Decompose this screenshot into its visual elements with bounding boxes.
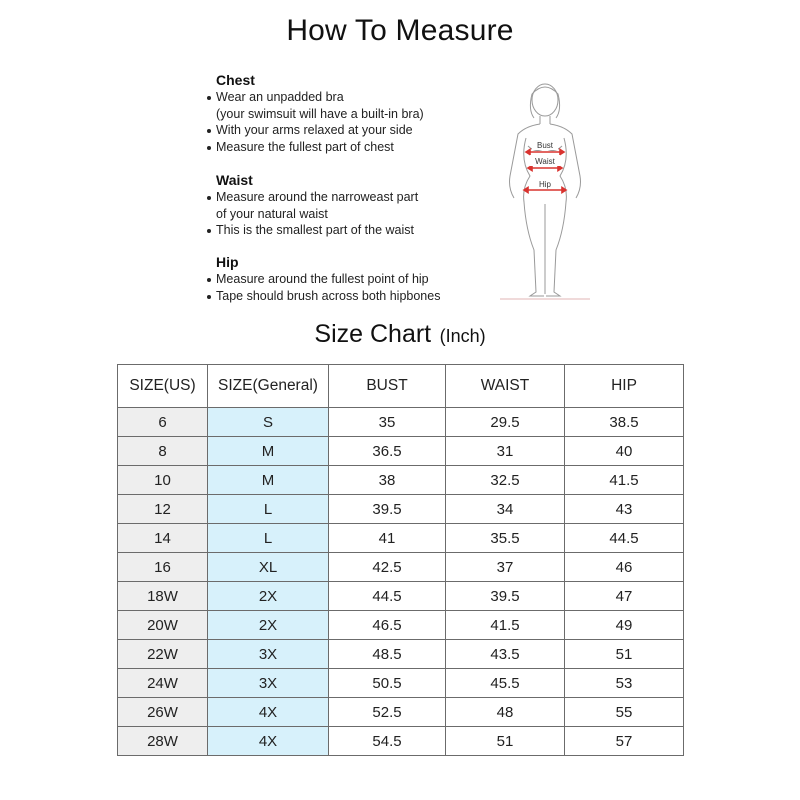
table-cell: 2X bbox=[208, 611, 329, 640]
hip-heading: Hip bbox=[216, 254, 239, 270]
table-cell: 44.5 bbox=[565, 524, 684, 553]
table-cell: 41.5 bbox=[565, 466, 684, 495]
column-header: WAIST bbox=[446, 365, 565, 408]
table-cell: 31 bbox=[446, 437, 565, 466]
size-chart-heading bbox=[0, 320, 800, 349]
table-cell: 35 bbox=[329, 408, 446, 437]
table-cell: 34 bbox=[446, 495, 565, 524]
table-cell: 8 bbox=[118, 437, 208, 466]
table-cell: 3X bbox=[208, 640, 329, 669]
table-cell: 43 bbox=[565, 495, 684, 524]
chest-line: With your arms relaxed at your side bbox=[216, 122, 496, 139]
table-cell: 14 bbox=[118, 524, 208, 553]
table-cell: 26W bbox=[118, 698, 208, 727]
column-header: SIZE(General) bbox=[208, 365, 329, 408]
table-header-row bbox=[118, 365, 684, 408]
table-cell: 18W bbox=[118, 582, 208, 611]
table-cell: 48 bbox=[446, 698, 565, 727]
table-row bbox=[118, 727, 684, 756]
table-cell: 51 bbox=[565, 640, 684, 669]
table-cell: 49 bbox=[565, 611, 684, 640]
table-cell: 24W bbox=[118, 669, 208, 698]
size-chart-body bbox=[118, 408, 684, 756]
waist-section bbox=[216, 172, 496, 239]
waist-heading: Waist bbox=[216, 172, 253, 188]
table-row bbox=[118, 408, 684, 437]
page-title: How To Measure bbox=[286, 14, 514, 47]
table-cell: 37 bbox=[446, 553, 565, 582]
table-cell: 29.5 bbox=[446, 408, 565, 437]
table-cell: 20W bbox=[118, 611, 208, 640]
size-chart-unit: (Inch) bbox=[439, 326, 486, 346]
table-cell: 2X bbox=[208, 582, 329, 611]
column-header: HIP bbox=[565, 365, 684, 408]
chest-section bbox=[216, 72, 496, 155]
chest-line: Wear an unpadded bra bbox=[216, 89, 496, 106]
table-row bbox=[118, 437, 684, 466]
table-cell: 44.5 bbox=[329, 582, 446, 611]
table-cell: 52.5 bbox=[329, 698, 446, 727]
table-cell: 43.5 bbox=[446, 640, 565, 669]
table-row bbox=[118, 640, 684, 669]
table-cell: 22W bbox=[118, 640, 208, 669]
hip-line: Measure around the fullest point of hip bbox=[216, 271, 496, 288]
table-row bbox=[118, 553, 684, 582]
table-row bbox=[118, 669, 684, 698]
table-cell: 50.5 bbox=[329, 669, 446, 698]
table-cell: 42.5 bbox=[329, 553, 446, 582]
table-cell: 28W bbox=[118, 727, 208, 756]
table-cell: 4X bbox=[208, 727, 329, 756]
waist-line: Measure around the narroweast part bbox=[216, 189, 496, 206]
table-row bbox=[118, 611, 684, 640]
table-cell: 4X bbox=[208, 698, 329, 727]
column-header: SIZE(US) bbox=[118, 365, 208, 408]
body-figure-illustration bbox=[490, 80, 600, 302]
table-row bbox=[118, 698, 684, 727]
size-chart-title: Size Chart bbox=[314, 320, 432, 348]
table-cell: 10 bbox=[118, 466, 208, 495]
table-cell: 16 bbox=[118, 553, 208, 582]
table-cell: 47 bbox=[565, 582, 684, 611]
table-cell: 6 bbox=[118, 408, 208, 437]
table-cell: 39.5 bbox=[329, 495, 446, 524]
waist-line: of your natural waist bbox=[216, 206, 328, 221]
table-cell: 36.5 bbox=[329, 437, 446, 466]
table-cell: 45.5 bbox=[446, 669, 565, 698]
table-cell: 48.5 bbox=[329, 640, 446, 669]
table-cell: 54.5 bbox=[329, 727, 446, 756]
table-cell: 39.5 bbox=[446, 582, 565, 611]
table-cell: 41.5 bbox=[446, 611, 565, 640]
table-cell: L bbox=[208, 524, 329, 553]
waist-label: Waist bbox=[535, 157, 555, 166]
table-row bbox=[118, 495, 684, 524]
bust-label: Bust bbox=[536, 141, 554, 150]
table-row bbox=[118, 524, 684, 553]
waist-line: This is the smallest part of the waist bbox=[216, 222, 496, 239]
column-header: BUST bbox=[329, 365, 446, 408]
table-cell: 55 bbox=[565, 698, 684, 727]
table-cell: 38 bbox=[329, 466, 446, 495]
table-cell: L bbox=[208, 495, 329, 524]
table-cell: 53 bbox=[565, 669, 684, 698]
table-cell: 41 bbox=[329, 524, 446, 553]
table-cell: 12 bbox=[118, 495, 208, 524]
hip-line: Tape should brush across both hipbones bbox=[216, 288, 496, 305]
table-row bbox=[118, 582, 684, 611]
table-cell: 51 bbox=[446, 727, 565, 756]
chest-line: Measure the fullest part of chest bbox=[216, 139, 496, 156]
table-cell: 35.5 bbox=[446, 524, 565, 553]
table-cell: 46.5 bbox=[329, 611, 446, 640]
table-row bbox=[118, 466, 684, 495]
table-cell: 40 bbox=[565, 437, 684, 466]
table-cell: 46 bbox=[565, 553, 684, 582]
table-cell: XL bbox=[208, 553, 329, 582]
size-chart-table bbox=[117, 364, 684, 756]
table-cell: M bbox=[208, 466, 329, 495]
table-cell: S bbox=[208, 408, 329, 437]
table-cell: 38.5 bbox=[565, 408, 684, 437]
hip-label: Hip bbox=[538, 180, 552, 189]
chest-line: (your swimsuit will have a built-in bra) bbox=[216, 106, 424, 121]
table-cell: 57 bbox=[565, 727, 684, 756]
table-cell: 3X bbox=[208, 669, 329, 698]
hip-section bbox=[216, 254, 496, 304]
chest-heading: Chest bbox=[216, 72, 255, 88]
table-cell: M bbox=[208, 437, 329, 466]
table-cell: 32.5 bbox=[446, 466, 565, 495]
